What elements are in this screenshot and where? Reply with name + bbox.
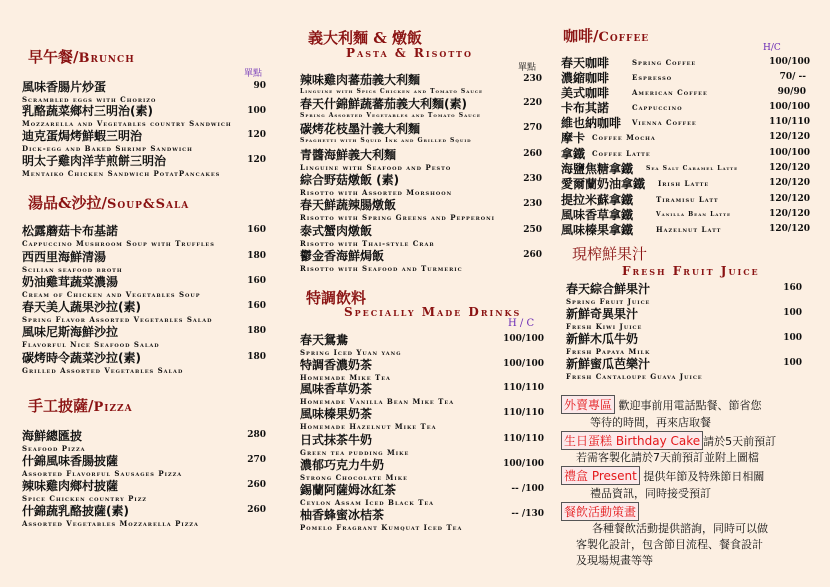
drinks-unit-label: H / C [508, 318, 535, 329]
cake-notice [561, 431, 776, 450]
brunch-unit-label: 單點 [244, 69, 263, 79]
coffee-name-zh: 海鹽焦糖拿鐵 [561, 162, 634, 176]
item-price: 260 [247, 480, 266, 490]
item-name-en: Assorted Vegetables Mozzarella Pizza [22, 519, 199, 528]
juice-title-zh: 現榨鮮果汁 [572, 245, 648, 263]
coffee-name-zh: 拿鐵 [561, 147, 586, 161]
drinks-title-en: Specially Made Drinks [344, 305, 522, 319]
menu-item [300, 120, 472, 144]
coffee-price: 120/120 [769, 209, 810, 219]
item-price: 270 [247, 455, 266, 465]
gift-line1: 提供年節及特殊節日相關 [643, 470, 765, 483]
pasta-unit-label: 單點 [518, 63, 537, 73]
item-name-en: Homemade Vanilla Bean Mike Tea [300, 397, 455, 406]
item-name-zh: 柚香蜂蜜冰桔茶 [300, 508, 385, 522]
item-name-zh: 春天鴛鴦 [300, 333, 349, 347]
coffee-name-zh: 摩卡 [561, 131, 586, 145]
item-name-zh: 西西里海鮮清湯 [22, 250, 107, 264]
coffee-name-zh: 風味榛果拿鐵 [561, 223, 634, 237]
item-name-zh: 春天鮮蔬辣腸燉飯 [300, 198, 397, 212]
item-name-en: Risotto with Spring Greens and Pepperoni [300, 213, 496, 222]
coffee-name-zh: 提拉米蘇拿鐵 [561, 193, 634, 207]
item-name-zh: 奶油雞茸蔬菜濃湯 [22, 275, 119, 289]
menu-item [22, 152, 220, 178]
item-price: 120 [247, 130, 266, 140]
event-line3: 及現場規畫等等 [576, 554, 653, 567]
item-name-en: Fresh Kiwi Juice [566, 322, 643, 331]
coffee-price: 100/100 [769, 148, 810, 158]
item-name-en: Scilian seafood broth [22, 265, 123, 274]
pizza-title-zh: 手工披薩/ [28, 397, 94, 415]
menu-item [22, 222, 215, 248]
item-price: 110/110 [503, 434, 544, 444]
item-name-en: Mentaiko Chicken Sandwich PotatPancakes [22, 169, 221, 178]
item-price: 180 [247, 251, 266, 261]
menu-item [566, 280, 650, 306]
coffee-name-zh: 美式咖啡 [561, 86, 610, 100]
soup-section-title [28, 192, 189, 213]
menu-item [22, 452, 182, 478]
menu-item [300, 456, 408, 482]
coffee-price: 100/100 [769, 57, 810, 67]
coffee-name-en: Coffee Mocha [592, 133, 656, 142]
item-name-zh: 什錦風味香腸披薩 [22, 454, 119, 468]
item-name-zh: 綜合野菇燉飯 (素) [300, 173, 400, 187]
coffee-name-zh: 卡布其諾 [561, 101, 610, 115]
soup-title-en: Soup&Sala [107, 197, 190, 212]
item-price: 250 [523, 225, 542, 235]
item-price: 110/110 [503, 383, 544, 393]
item-name-zh: 迪克蛋焗烤鮮蝦三明治 [22, 129, 143, 143]
brunch-title-en: Brunch [78, 51, 135, 66]
gift-notice [561, 466, 764, 485]
drinks-title-zh: 特調飲料 [306, 289, 367, 307]
takeout-line1: 歡迎事前用電話點餐、節省您 [618, 399, 762, 412]
item-name-en: Mozzarella and Vegetables country Sandwich [22, 119, 232, 128]
item-name-zh: 明太子雞肉洋芋煎餅三明治 [22, 154, 167, 168]
menu-item [566, 305, 642, 331]
menu-item [566, 330, 650, 356]
item-name-zh: 錫蘭阿薩姆冰紅茶 [300, 483, 397, 497]
item-price: 100/100 [503, 334, 544, 344]
event-line2: 客製化設計，包含節目流程、餐食設計 [576, 538, 763, 551]
menu-item [300, 481, 434, 507]
item-price: 100/100 [503, 359, 544, 369]
item-price: 230 [523, 199, 542, 209]
item-name-zh: 風味榛果奶茶 [300, 407, 373, 421]
item-name-en: Ceylon Assam Iced Black Tea [300, 498, 435, 507]
menu-item [22, 102, 232, 128]
coffee-title-zh: 咖啡/ [563, 27, 599, 45]
item-name-zh: 碳烤花枝墨汁義大利麵 [300, 122, 421, 136]
coffee-price: 120/120 [769, 224, 810, 234]
menu-item [22, 248, 123, 274]
item-name-zh: 風味尼斯海鮮沙拉 [22, 325, 119, 339]
item-price: 100 [783, 333, 802, 343]
menu-item [300, 71, 483, 95]
coffee-name-en: Hazelnut Latt [656, 225, 722, 234]
pasta-title-zh: 義大利麵 & 燉飯 [308, 29, 422, 47]
coffee-price: 100/100 [769, 102, 810, 112]
coffee-price: 110/110 [769, 117, 810, 127]
item-name-zh: 碳烤時令蔬菜沙拉(素) [22, 351, 141, 365]
coffee-name-zh: 濃縮咖啡 [561, 71, 610, 85]
item-name-zh: 新鮮木瓜牛奶 [566, 332, 639, 346]
item-price: -- /100 [511, 484, 544, 494]
menu-item [300, 171, 452, 197]
brunch-title-zh: 早午餐/ [28, 48, 79, 66]
menu-item [22, 273, 201, 299]
item-name-en: Risotto with Assorted Morshoon [300, 188, 453, 197]
menu-item [300, 431, 409, 457]
item-name-en: Spring Flavor Assorted Vegetables Salad [22, 315, 213, 324]
coffee-section-title [563, 25, 649, 46]
menu-item [300, 196, 495, 222]
item-name-en: Spice Chicken country Pizz [22, 494, 148, 503]
menu-item [300, 247, 463, 273]
item-name-zh: 新鮮奇異果汁 [566, 307, 639, 321]
pizza-title-en: Pizza [93, 400, 133, 415]
menu-item [22, 298, 213, 324]
coffee-name-en: Coffee Latte [592, 149, 651, 158]
item-name-en: Linguine with Seafood and Pesto [300, 163, 452, 172]
item-price: 160 [783, 283, 802, 293]
coffee-price: 120/120 [769, 194, 810, 204]
takeout-line2: 等待的時間，再來店取餐 [590, 416, 711, 429]
item-price: 270 [523, 123, 542, 133]
item-price: 100 [247, 106, 266, 116]
item-name-en: Assorted Flavorful Sausages Pizza [22, 469, 183, 478]
item-price: 180 [247, 352, 266, 362]
gift-tag: 禮盒 Present [561, 466, 640, 485]
item-price: -- /130 [511, 509, 544, 519]
item-price: 230 [523, 174, 542, 184]
item-name-zh: 松露蘑菇卡布基諾 [22, 224, 119, 238]
item-name-en: Green tea pudding Mike [300, 448, 410, 457]
item-name-en: Seafood Pizza [22, 444, 86, 453]
item-name-en: Fresh Cantaloupe Guava Juice [566, 372, 703, 381]
item-price: 260 [523, 149, 542, 159]
item-price: 90 [253, 81, 266, 91]
item-name-en: Linguine with Spics Chicken and Tomato Sauce [300, 88, 484, 95]
pasta-title-en: Pasta & Risotto [346, 46, 473, 60]
item-price: 160 [247, 225, 266, 235]
item-price: 260 [247, 505, 266, 515]
item-name-en: Spring Fruit Juice [566, 297, 651, 306]
item-name-en: Grilled Assorted Vegetables Salad [22, 366, 184, 375]
item-name-en: Flavorful Nice Seafood Salad [22, 340, 160, 349]
coffee-price: 120/120 [769, 132, 810, 142]
item-name-zh: 春天美人蔬果沙拉(素) [22, 300, 141, 314]
item-price: 260 [523, 250, 542, 260]
coffee-name-en: Vanilla Bean Latte [656, 211, 732, 218]
soup-title-zh: 湯品&沙拉/ [28, 194, 108, 212]
menu-item [22, 427, 86, 453]
item-name-zh: 風味香腸片炒蛋 [22, 80, 107, 94]
item-name-en: Risotto with Seafood and Turmeric [300, 264, 463, 273]
juice-title-en: Fresh Fruit Juice [622, 264, 760, 278]
coffee-name-zh: 春天咖啡 [561, 56, 610, 70]
item-name-en: Spaghetti with Squid Ink and Grilled Squid [300, 137, 472, 144]
item-name-zh: 什錦蔬乳酪披薩(素) [22, 504, 129, 518]
menu-item [22, 502, 199, 528]
cake-line1: 請於5天前預訂 [703, 435, 777, 448]
item-name-zh: 鬱金香海鮮焗飯 [300, 249, 385, 263]
cake-line2: 若需客製化請於7天前預訂並附上圖檔 [576, 451, 759, 464]
item-price: 100/100 [503, 459, 544, 469]
item-name-en: Scrambled eggs with Chorizo [22, 95, 157, 104]
brunch-section-title [28, 46, 135, 67]
coffee-name-en: Tiramisu Latt [656, 195, 719, 204]
item-name-en: Dick-egg and Baked Shrimp Sandwich [22, 144, 193, 153]
item-price: 160 [247, 301, 266, 311]
menu-item [22, 323, 160, 349]
item-name-zh: 春天什錦鮮蔬蕃茄義大利麵(素) [300, 97, 467, 111]
menu-item [22, 349, 183, 375]
menu-item [300, 95, 481, 119]
event-tag: 餐飲活動策畫 [561, 502, 639, 521]
menu-item [300, 146, 451, 172]
item-name-en: Spring Iced Yuan yang [300, 348, 402, 357]
coffee-title-en: Coffee [598, 30, 650, 45]
item-price: 100 [783, 308, 802, 318]
item-name-zh: 青醬海鮮義大利麵 [300, 148, 397, 162]
coffee-unit-label: H/C [763, 43, 781, 53]
takeout-notice [561, 395, 762, 414]
menu-item [300, 405, 436, 431]
item-name-en: Fresh Papaya Milk [566, 347, 651, 356]
menu-item [300, 380, 454, 406]
item-name-zh: 海鮮總匯披 [22, 429, 83, 443]
item-name-zh: 日式抹茶牛奶 [300, 433, 373, 447]
item-name-en: Pomelo Fragrant Kumquat Iced Tea [300, 523, 463, 532]
coffee-name-en: Cappuccino [632, 103, 683, 112]
item-name-zh: 春天綜合鮮果汁 [566, 282, 651, 296]
coffee-name-en: Spring Coffee [632, 58, 697, 67]
menu-item [300, 506, 462, 532]
item-price: 280 [247, 430, 266, 440]
coffee-name-zh: 維也納咖啡 [561, 116, 622, 130]
coffee-name-en: American Coffee [632, 88, 708, 97]
menu-item [566, 355, 703, 381]
menu-item [22, 127, 193, 153]
coffee-name-en: Irish Latte [658, 179, 710, 188]
item-price: 230 [523, 74, 542, 84]
item-name-en: Homemade Mike Tea [300, 373, 391, 382]
coffee-name-zh: 風味香草拿鐵 [561, 208, 634, 222]
item-price: 110/110 [503, 408, 544, 418]
takeout-tag: 外賣專區 [561, 395, 615, 414]
item-name-zh: 濃郁巧克力牛奶 [300, 458, 385, 472]
pizza-section-title [28, 395, 133, 416]
event-notice [561, 502, 639, 521]
menu-item [300, 356, 391, 382]
gift-line2: 禮品資訊，同時接受預訂 [590, 487, 711, 500]
item-name-en: Spring Assorted Vegetables and Tomato Sauce [300, 112, 481, 119]
item-name-en: Strong Chocolate Mike [300, 473, 408, 482]
item-name-zh: 新鮮蜜瓜芭樂汁 [566, 357, 651, 371]
coffee-price: 70/ -- [779, 72, 806, 82]
item-name-zh: 乳酪蔬菜鄉村三明治(素) [22, 104, 153, 118]
item-name-en: Cappuccino Mushroom Soup with Truffles [22, 239, 215, 248]
item-name-en: Cream of Chicken and Vegetables Soup [22, 290, 201, 299]
coffee-price: 90/90 [777, 87, 806, 97]
menu-item [22, 477, 147, 503]
coffee-name-en: Sea Salt Caramel Latte [646, 165, 739, 172]
item-name-en: Risotto with Thai-style Crab [300, 239, 435, 248]
item-price: 120 [247, 155, 266, 165]
item-price: 160 [247, 276, 266, 286]
cake-tag: 生日蛋糕 Birthday Cake [561, 431, 703, 450]
item-name-zh: 特調香濃奶茶 [300, 358, 373, 372]
coffee-price: 120/120 [769, 163, 810, 173]
coffee-name-en: Espresso [632, 73, 673, 82]
item-price: 180 [247, 326, 266, 336]
item-price: 100 [783, 358, 802, 368]
coffee-name-zh: 愛爾蘭奶油拿鐵 [561, 177, 646, 191]
menu-item [22, 78, 156, 104]
item-name-zh: 辣味雞肉蕃茄義大利麵 [300, 73, 421, 87]
item-price: 220 [523, 98, 542, 108]
menu-item [300, 331, 401, 357]
coffee-name-en: Vienna Coffee [632, 118, 697, 127]
menu-item [300, 222, 435, 248]
coffee-price: 120/120 [769, 178, 810, 188]
event-line1: 各種餐飲活動提供諮詢，同時可以做 [592, 522, 768, 535]
item-name-en: Homemade Hazelnut Mike Tea [300, 422, 437, 431]
item-name-zh: 辣味雞肉鄉村披薩 [22, 479, 119, 493]
item-name-zh: 風味香草奶茶 [300, 382, 373, 396]
item-name-zh: 泰式蟹肉燉飯 [300, 224, 373, 238]
